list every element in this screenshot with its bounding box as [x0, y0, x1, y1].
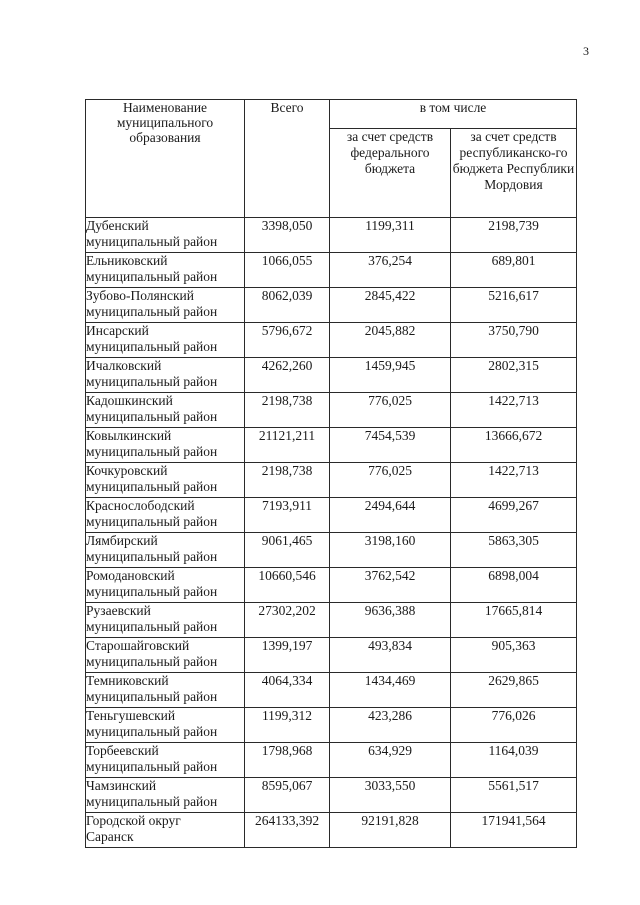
district-name: Зубово-Полянский муниципальный район — [86, 288, 245, 323]
district-name: Ковылкинский муниципальный район — [86, 428, 245, 463]
federal-value: 1199,311 — [330, 218, 451, 253]
district-name: Кочкуровский муниципальный район — [86, 463, 245, 498]
federal-value: 1434,469 — [330, 673, 451, 708]
table-row — [86, 638, 577, 673]
district-name: Инсарский муниципальный район — [86, 323, 245, 358]
table-row — [86, 288, 577, 323]
table-row — [86, 568, 577, 603]
table-row — [86, 813, 577, 848]
federal-value: 7454,539 — [330, 428, 451, 463]
republic-value: 905,363 — [451, 638, 577, 673]
republic-value: 3750,790 — [451, 323, 577, 358]
republic-value: 689,801 — [451, 253, 577, 288]
federal-value: 776,025 — [330, 393, 451, 428]
table-row — [86, 498, 577, 533]
republic-value: 6898,004 — [451, 568, 577, 603]
table-row — [86, 393, 577, 428]
republic-value: 776,026 — [451, 708, 577, 743]
header-republic: за счет средств республиканско-го бюджета Республики Мордовия — [451, 129, 577, 218]
republic-value: 5216,617 — [451, 288, 577, 323]
page-number: 3 — [583, 44, 589, 58]
table-row — [86, 743, 577, 778]
district-name: Ичалковский муниципальный район — [86, 358, 245, 393]
district-name: Чамзинский муниципальный район — [86, 778, 245, 813]
federal-value: 2045,882 — [330, 323, 451, 358]
total-value: 1798,968 — [245, 743, 330, 778]
federal-value: 376,254 — [330, 253, 451, 288]
total-value: 1066,055 — [245, 253, 330, 288]
table-row — [86, 428, 577, 463]
header-name: Наименование муниципального образования — [86, 100, 245, 218]
budget-table — [85, 99, 577, 848]
total-value: 1199,312 — [245, 708, 330, 743]
republic-value: 2198,739 — [451, 218, 577, 253]
republic-value: 171941,564 — [451, 813, 577, 848]
district-name: Дубенский муниципальный район — [86, 218, 245, 253]
district-name: Краснослободский муниципальный район — [86, 498, 245, 533]
republic-value: 2802,315 — [451, 358, 577, 393]
district-name: Кадошкинский муниципальный район — [86, 393, 245, 428]
republic-value: 2629,865 — [451, 673, 577, 708]
district-name: Городской округ Саранск — [86, 813, 245, 848]
total-value: 2198,738 — [245, 463, 330, 498]
total-value: 4064,334 — [245, 673, 330, 708]
federal-value: 2494,644 — [330, 498, 451, 533]
federal-value: 776,025 — [330, 463, 451, 498]
total-value: 3398,050 — [245, 218, 330, 253]
total-value: 10660,546 — [245, 568, 330, 603]
republic-value: 13666,672 — [451, 428, 577, 463]
district-name: Старошайговский муниципальный район — [86, 638, 245, 673]
republic-value: 1422,713 — [451, 463, 577, 498]
federal-value: 493,834 — [330, 638, 451, 673]
federal-value: 92191,828 — [330, 813, 451, 848]
federal-value: 3762,542 — [330, 568, 451, 603]
table-row — [86, 218, 577, 253]
district-name: Теньгушевский муниципальный район — [86, 708, 245, 743]
header-total: Всего — [245, 100, 330, 218]
total-value: 4262,260 — [245, 358, 330, 393]
total-value: 1399,197 — [245, 638, 330, 673]
federal-value: 423,286 — [330, 708, 451, 743]
federal-value: 634,929 — [330, 743, 451, 778]
table-row — [86, 358, 577, 393]
total-value: 264133,392 — [245, 813, 330, 848]
republic-value: 17665,814 — [451, 603, 577, 638]
district-name: Ельниковский муниципальный район — [86, 253, 245, 288]
table-row — [86, 708, 577, 743]
district-name: Торбеевский муниципальный район — [86, 743, 245, 778]
table-row — [86, 603, 577, 638]
table-row — [86, 253, 577, 288]
total-value: 9061,465 — [245, 533, 330, 568]
table-row — [86, 673, 577, 708]
federal-value: 3033,550 — [330, 778, 451, 813]
table-row — [86, 323, 577, 358]
republic-value: 1422,713 — [451, 393, 577, 428]
republic-value: 1164,039 — [451, 743, 577, 778]
table-row — [86, 778, 577, 813]
total-value: 21121,211 — [245, 428, 330, 463]
total-value: 8595,067 — [245, 778, 330, 813]
republic-value: 4699,267 — [451, 498, 577, 533]
total-value: 8062,039 — [245, 288, 330, 323]
header-including: в том числе — [330, 100, 577, 129]
district-name: Темниковский муниципальный район — [86, 673, 245, 708]
total-value: 2198,738 — [245, 393, 330, 428]
federal-value: 1459,945 — [330, 358, 451, 393]
federal-value: 3198,160 — [330, 533, 451, 568]
republic-value: 5561,517 — [451, 778, 577, 813]
district-name: Рузаевский муниципальный район — [86, 603, 245, 638]
header-federal: за счет средств федерального бюджета — [330, 129, 451, 218]
district-name: Лямбирский муниципальный район — [86, 533, 245, 568]
total-value: 7193,911 — [245, 498, 330, 533]
republic-value: 5863,305 — [451, 533, 577, 568]
district-name: Ромодановский муниципальный район — [86, 568, 245, 603]
table-row — [86, 463, 577, 498]
total-value: 27302,202 — [245, 603, 330, 638]
federal-value: 9636,388 — [330, 603, 451, 638]
federal-value: 2845,422 — [330, 288, 451, 323]
total-value: 5796,672 — [245, 323, 330, 358]
table-row — [86, 533, 577, 568]
